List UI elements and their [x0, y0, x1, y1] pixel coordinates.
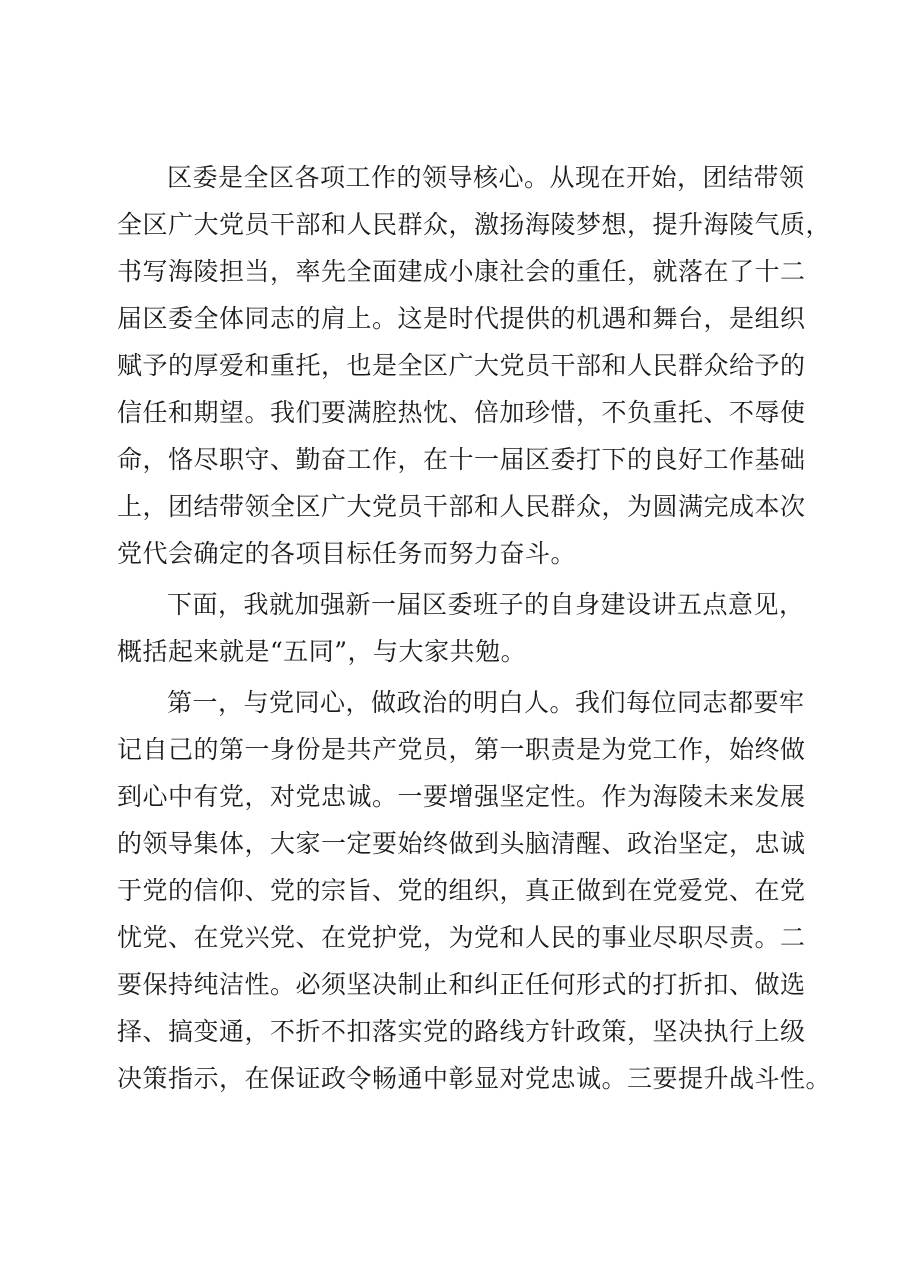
- text-line: 记自己的第一身份是共产党员，第一职责是为党工作，始终做: [117, 735, 806, 764]
- text-line: 的领导集体，大家一定要始终做到头脑清醒、政治坚定，忠诚: [117, 829, 806, 858]
- text-line: 命，恪尽职守、勤奋工作，在十一届区委打下的良好工作基础: [117, 445, 806, 474]
- text-line: 忧党、在党兴党、在党护党，为党和人民的事业尽职尽责。二: [117, 923, 806, 952]
- text-line: 书写海陵担当，率先全面建成小康社会的重任，就落在了十二: [117, 257, 806, 286]
- text-line: 概括起来就是“五同”，与大家共勉。: [117, 637, 527, 666]
- text-line: 赋予的厚爱和重托，也是全区广大党员干部和人民群众给予的: [117, 351, 806, 380]
- text-line: 信任和期望。我们要满腔热忱、倍加珍惜，不负重托、不辱使: [117, 398, 806, 427]
- text-line: 要保持纯洁性。必须坚决制止和纠正任何形式的打折扣、做选: [117, 970, 806, 999]
- text-line: 党代会确定的各项目标任务而努力奋斗。: [117, 539, 577, 568]
- text-line: 决策指示，在保证政令畅通中彰显对党忠诚。三要提升战斗性。: [117, 1064, 832, 1093]
- text-line: 择、搞变通，不折不扣落实党的路线方针政策，坚决执行上级: [117, 1017, 806, 1046]
- text-line: 于党的信仰、党的宗旨、党的组织，真正做到在党爱党、在党: [117, 876, 806, 905]
- text-line: 第一，与党同心，做政治的明白人。我们每位同志都要牢: [167, 688, 805, 717]
- text-line: 上，团结带领全区广大党员干部和人民群众，为圆满完成本次: [117, 492, 806, 521]
- text-line: 全区广大党员干部和人民群众，激扬海陵梦想，提升海陵气质，: [117, 210, 832, 239]
- text-line: 届区委全体同志的肩上。这是时代提供的机遇和舞台，是组织: [117, 304, 806, 333]
- text-line: 到心中有党，对党忠诚。一要增强坚定性。作为海陵未来发展: [117, 782, 806, 811]
- text-line: 区委是全区各项工作的领导核心。从现在开始，团结带领: [167, 163, 805, 192]
- text-line: 下面，我就加强新一届区委班子的自身建设讲五点意见，: [167, 590, 805, 619]
